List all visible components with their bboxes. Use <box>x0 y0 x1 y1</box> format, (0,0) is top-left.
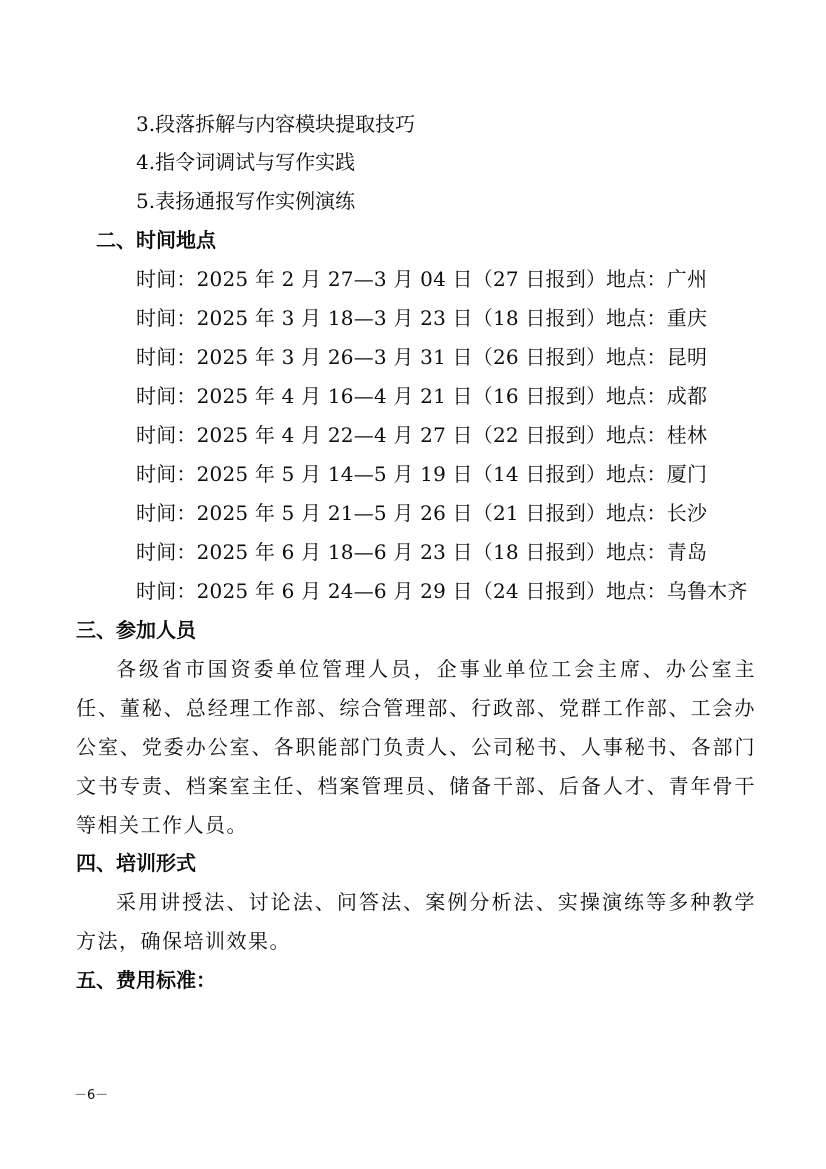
schedule-line: 时间：2025 年 4 月 22—4 月 27 日（22 日报到）地点：桂林 <box>136 423 708 447</box>
schedule-line: 时间：2025 年 6 月 24—6 月 29 日（24 日报到）地点：乌鲁木齐 <box>136 579 748 603</box>
list-item: 5.表扬通报写作实例演练 <box>136 189 356 213</box>
schedule-line: 时间：2025 年 3 月 18—3 月 23 日（18 日报到）地点：重庆 <box>136 306 708 330</box>
list-item: 4.指令词调试与写作实践 <box>136 150 356 174</box>
schedule-line: 时间：2025 年 5 月 14—5 月 19 日（14 日报到）地点：厦门 <box>136 462 708 486</box>
training-format-paragraph: 采用讲授法、讨论法、问答法、案例分析法、实操演练等多种教学方法，确保培训效果。 <box>76 890 756 953</box>
section-heading-training-format: 四、培训形式 <box>76 851 196 875</box>
schedule-line: 时间：2025 年 6 月 18—6 月 23 日（18 日报到）地点：青岛 <box>136 540 708 564</box>
section-heading-time-place: 二、时间地点 <box>96 228 216 252</box>
schedule-line: 时间：2025 年 2 月 27—3 月 04 日（27 日报到）地点：广州 <box>136 267 708 291</box>
schedule-line: 时间：2025 年 3 月 26—3 月 31 日（26 日报到）地点：昆明 <box>136 345 708 369</box>
section-heading-fees: 五、费用标准： <box>76 968 216 992</box>
schedule-line: 时间：2025 年 5 月 21—5 月 26 日（21 日报到）地点：长沙 <box>136 501 708 525</box>
schedule-line: 时间：2025 年 4 月 16—4 月 21 日（16 日报到）地点：成都 <box>136 384 708 408</box>
section-heading-participants: 三、参加人员 <box>76 618 196 642</box>
list-item: 3.段落拆解与内容模块提取技巧 <box>136 112 416 136</box>
participants-paragraph: 各级省市国资委单位管理人员，企事业单位工会主席、办公室主任、董秘、总经理工作部、综合管理部、行政部、党群工作部、工会办公室、党委办公室、各职能部门负责人、公司秘书、人事秘书、各部门文书专责、档案室主任、档案管理员、储备干部、后备人才、青年骨干等相关工作人员。 <box>76 657 756 837</box>
page-number: －6－ <box>74 1088 109 1103</box>
